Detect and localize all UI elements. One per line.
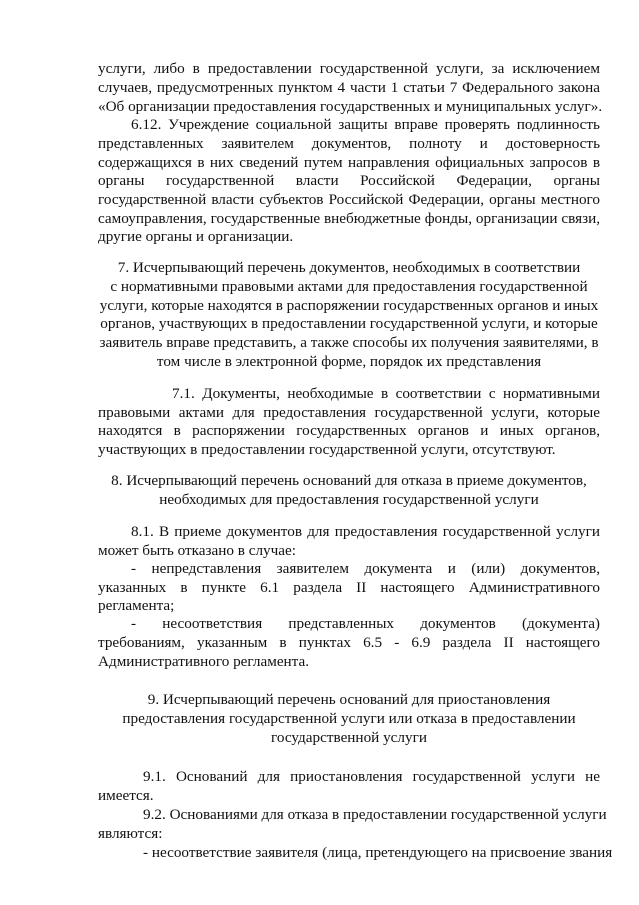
section-heading-line: том числе в электронной форме, порядок их представления bbox=[156, 353, 542, 370]
section-heading-line: необходимых для предоставления государственной услуги bbox=[159, 491, 539, 508]
section-heading-line: 9. Исчерпывающий перечень оснований для приостановления bbox=[147, 691, 551, 708]
text-line: представленных заявителем документов, полноту и достоверность bbox=[98, 135, 600, 152]
text-line: другие органы и организации. bbox=[98, 228, 294, 245]
text-line: являются: bbox=[98, 825, 163, 842]
text-line: 9.1. Оснований для приостановления государственной услуги не bbox=[143, 768, 600, 785]
section-heading-line: 8. Исчерпывающий перечень оснований для отказа в приеме документов, bbox=[111, 472, 587, 489]
section-heading-line: государственной услуги bbox=[271, 729, 427, 746]
text-line: имеется. bbox=[98, 787, 154, 804]
text-line: 8.1. В приеме документов для предоставления государственной услуги bbox=[131, 523, 600, 540]
text-line: может быть отказано в случае: bbox=[98, 542, 296, 559]
text-line: самоуправления, государственные внебюджетные фонды, организации связи, bbox=[98, 210, 600, 227]
text-line: правовыми актами для предоставления государственной услуги, которые bbox=[98, 404, 600, 421]
text-line: случаев, предусмотренных пунктом 4 части 1 статьи 7 Федерального закона bbox=[98, 79, 600, 96]
text-line: 7.1. Документы, необходимые в соответствии с нормативными bbox=[172, 385, 600, 402]
text-line: 6.12. Учреждение социальной защиты вправе проверять подлинность bbox=[131, 116, 600, 133]
text-line: находятся в распоряжении государственных органов и иных органов, bbox=[98, 422, 600, 439]
section-heading-line: с нормативными правовыми актами для предоставления государственной bbox=[110, 278, 588, 295]
section-heading-line: органов, участвующих в предоставлении государственной услуги, и которые bbox=[100, 315, 598, 332]
text-line: услуги, либо в предоставлении государственной услуги, за исключением bbox=[98, 60, 600, 77]
section-heading-line: 7. Исчерпывающий перечень документов, необходимых в соответствии bbox=[117, 259, 581, 276]
text-line: государственной власти субъектов Российской Федерации, органы местного bbox=[98, 191, 600, 208]
list-item-line: указанных в пункте 6.1 раздела II настоящего Административного bbox=[98, 579, 600, 596]
list-item-line: - несоответствие заявителя (лица, претендующего на присвоение звания bbox=[143, 844, 613, 861]
text-line: участвующих в предоставлении государственной услуги, отсутствуют. bbox=[98, 441, 556, 458]
text-line: органы государственной власти Российской Федерации, органы bbox=[98, 172, 600, 189]
text-line: «Об организации предоставления государственных и муниципальных услуг». bbox=[98, 98, 603, 115]
list-item-line: регламента; bbox=[98, 597, 175, 614]
list-item-line: Административного регламента. bbox=[98, 653, 310, 670]
list-item-line: - непредставления заявителем документа и (или) документов, bbox=[131, 560, 600, 577]
list-item-line: - несоответствия представленных документов (документа) bbox=[131, 615, 600, 632]
text-line: содержащихся в них сведений путем направления официальных запросов в bbox=[98, 154, 600, 171]
section-heading-line: предоставления государственной услуги или отказа в предоставлении bbox=[122, 710, 576, 727]
section-heading-line: услуги, которые находятся в распоряжении государственных органов и иных bbox=[99, 297, 599, 314]
text-line: 9.2. Основаниями для отказа в предоставлении государственной услуги bbox=[143, 806, 607, 823]
list-item-line: требованиям, указанным в пунктах 6.5 - 6.9 раздела II настоящего bbox=[98, 634, 600, 651]
section-heading-line: заявитель вправе представить, а также способы их получения заявителями, в bbox=[99, 334, 599, 351]
